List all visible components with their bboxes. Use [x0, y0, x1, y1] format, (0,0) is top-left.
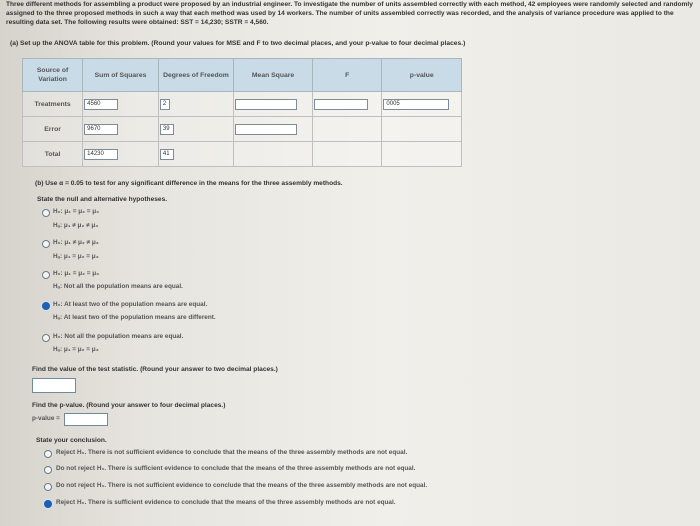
error-f-cell — [313, 117, 382, 142]
p-value-prompt: Find the p-value. (Round your answer to four decimal places.) — [32, 402, 226, 409]
hypothesis-4-null: H₀: At least two of the population means are equal. — [53, 301, 208, 308]
conclusion-option-4-radio[interactable] — [44, 500, 52, 508]
header-p-value: p-value — [382, 59, 462, 92]
part-a-instructions: (a) Set up the ANOVA table for this problem. (Round your values for MSE and F to two decimal places, and your p-value to four decimal places.) — [10, 40, 466, 47]
header-mean-square: Mean Square — [234, 59, 313, 92]
row-label-total: Total — [23, 142, 83, 167]
conclusion-option-2-radio[interactable] — [44, 466, 52, 474]
test-statistic-input[interactable] — [32, 378, 76, 393]
error-df-input[interactable]: 39 — [160, 124, 174, 135]
row-label-treatments: Treatments — [23, 92, 83, 117]
hypothesis-2-alt: Hₐ: μ₁ = μ₂ = μ₃ — [53, 253, 99, 260]
anova-header-row — [23, 59, 462, 92]
anova-row-treatments — [23, 92, 462, 117]
hypothesis-4-alt: Hₐ: At least two of the population means are different. — [53, 314, 216, 321]
p-value-input[interactable] — [64, 413, 108, 426]
total-f-cell — [313, 142, 382, 167]
treatments-ms-input[interactable] — [235, 99, 297, 110]
hypothesis-option-4-radio[interactable] — [42, 302, 50, 310]
conclusion-option-3-radio[interactable] — [44, 483, 52, 491]
hypothesis-5-null: H₀: Not all the population means are equal. — [53, 333, 184, 340]
error-ms-input[interactable] — [235, 124, 297, 135]
hypothesis-1-null: H₀: μ₁ = μ₂ = μ₃ — [53, 208, 100, 215]
test-statistic-prompt: Find the value of the test statistic. (Round your answer to two decimal places.) — [32, 366, 278, 373]
error-p-cell — [382, 117, 462, 142]
p-value-label: p-value = — [32, 415, 60, 422]
treatments-df-input[interactable]: 2 — [160, 99, 170, 110]
header-source: Source of Variation — [23, 59, 83, 92]
header-degrees-freedom: Degrees of Freedom — [158, 59, 233, 92]
total-df-input[interactable]: 41 — [160, 149, 174, 160]
hypothesis-5-alt: Hₐ: μ₁ = μ₂ = μ₃ — [53, 346, 99, 353]
conclusion-1-text: Reject H₀. There is not sufficient evidence to conclude that the means of the three assembly methods are not equal. — [56, 449, 408, 456]
hypothesis-2-null: H₀: μ₁ ≠ μ₂ ≠ μ₃ — [53, 239, 99, 246]
hypothesis-3-alt: Hₐ: Not all the population means are equal. — [53, 283, 183, 290]
hypothesis-option-3-radio[interactable] — [42, 271, 50, 279]
anova-row-error — [23, 117, 462, 142]
conclusion-option-1-radio[interactable] — [44, 450, 52, 458]
total-ms-cell — [234, 142, 313, 167]
anova-table — [22, 58, 462, 167]
conclusion-3-text: Do not reject H₀. There is not sufficient evidence to conclude that the means of the three assembly methods are not equal. — [56, 482, 428, 489]
treatments-f-input[interactable] — [314, 99, 368, 110]
hypothesis-3-null: H₀: μ₁ = μ₂ = μ₃ — [53, 270, 100, 277]
header-f: F — [313, 59, 382, 92]
total-p-cell — [382, 142, 462, 167]
treatments-p-input[interactable]: 0005 — [383, 99, 449, 110]
header-sum-squares: Sum of Squares — [83, 59, 159, 92]
anova-row-total — [23, 142, 462, 167]
treatments-ss-input[interactable]: 4560 — [84, 99, 118, 110]
row-label-error: Error — [23, 117, 83, 142]
conclusion-4-text: Reject H₀. There is sufficient evidence to conclude that the means of the three assembly methods are not equal. — [56, 499, 396, 506]
problem-statement: Three different methods for assembling a product were proposed by an industrial engineer. To investigate the number of units assembled correctly with each method, 42 employees were randomly selected and randomly assigned to the three proposed methods in such a way that each method was used by 14 workers. The number of units assembled correctly was recorded, and the analysis of variance procedure was applied to the resulting data set. The following results were obtained: SST = 14,230; SSTR = 4,560. — [6, 1, 693, 27]
hypothesis-option-2-radio[interactable] — [42, 240, 50, 248]
part-b-instructions: (b) Use α = 0.05 to test for any significant difference in the means for the three assembly methods. — [35, 180, 343, 187]
hypothesis-option-1-radio[interactable] — [42, 209, 50, 217]
hypothesis-option-5-radio[interactable] — [42, 334, 50, 342]
hypothesis-1-alt: Hₐ: μ₁ ≠ μ₂ ≠ μ₃ — [53, 222, 99, 229]
total-ss-input[interactable]: 14230 — [84, 149, 118, 160]
conclusion-2-text: Do not reject H₀. There is sufficient evidence to conclude that the means of the three assembly methods are not equal. — [56, 465, 416, 472]
error-ss-input[interactable]: 9670 — [84, 124, 118, 135]
state-conclusion-label: State your conclusion. — [36, 437, 107, 444]
state-hypotheses-label: State the null and alternative hypotheses. — [37, 196, 168, 203]
